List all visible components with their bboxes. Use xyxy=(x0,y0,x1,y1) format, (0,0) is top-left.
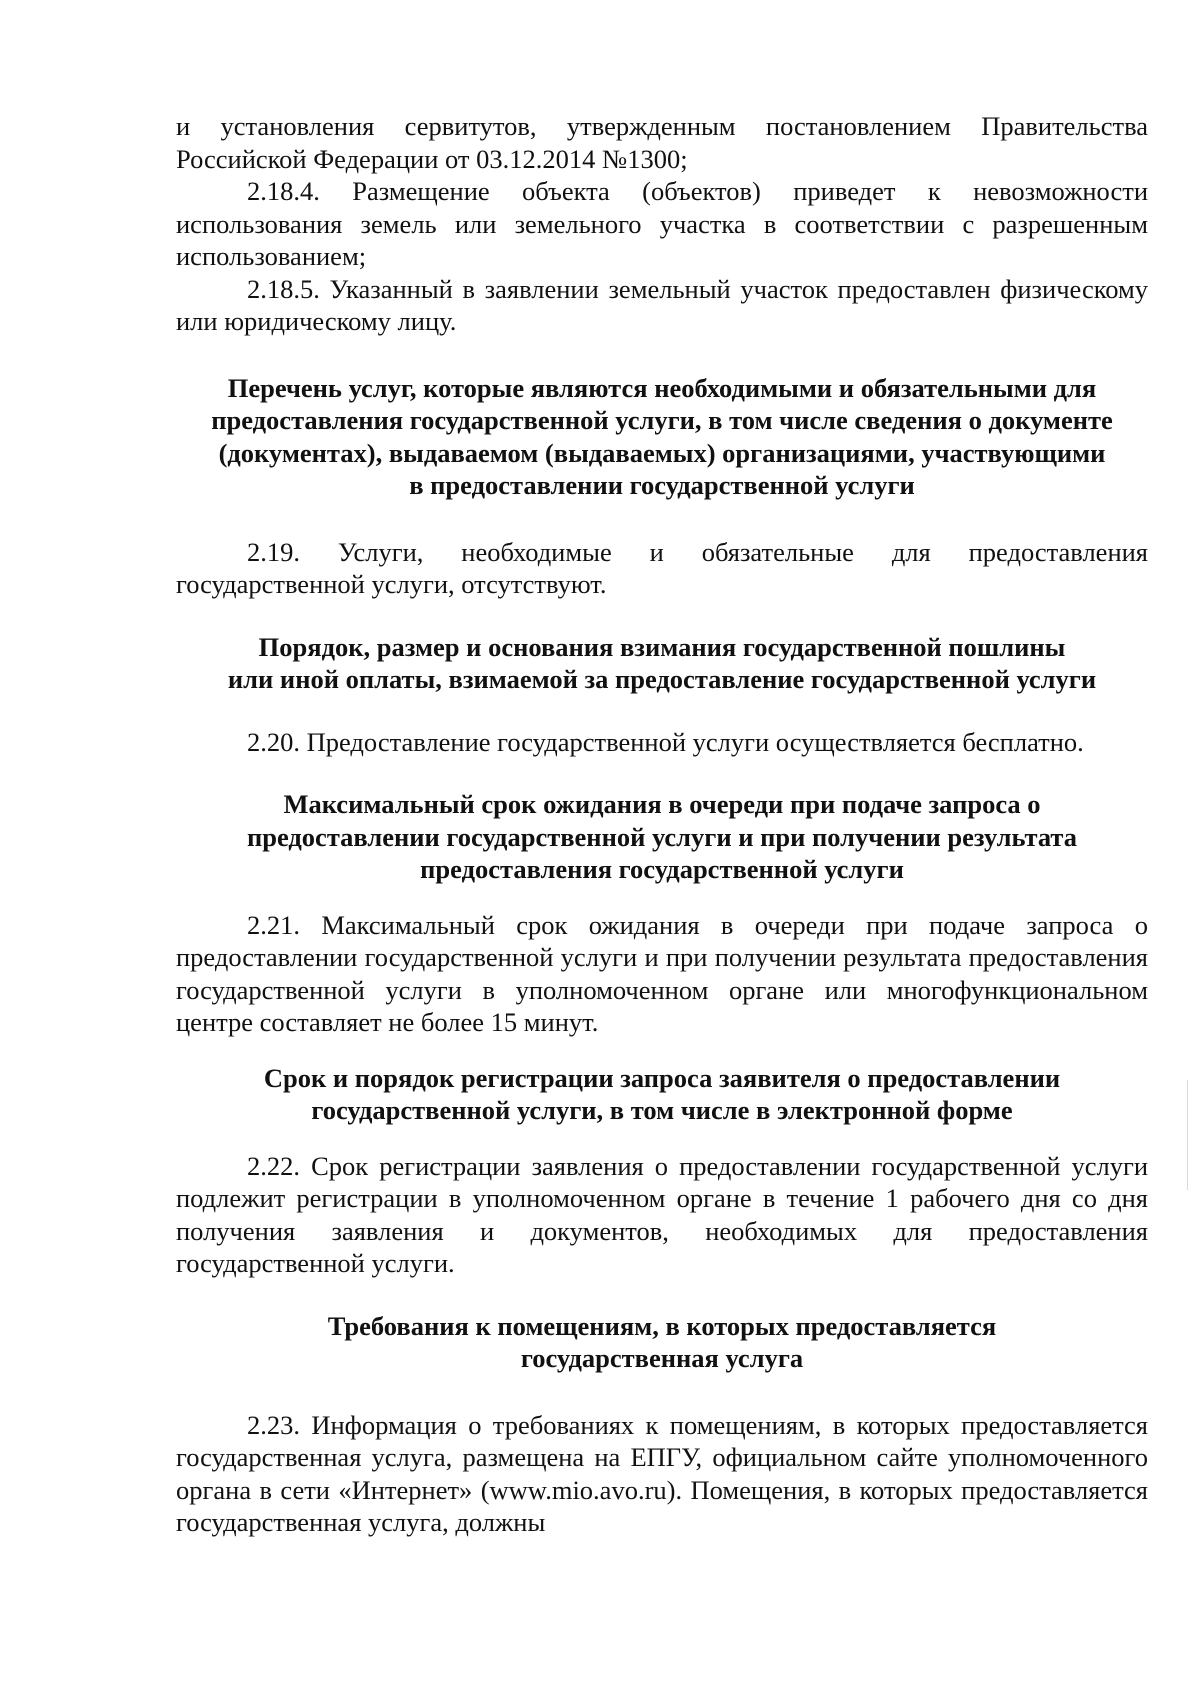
paragraph-2-23: 2.23. Информация о требованиях к помещениям, в которых предоставляется государственная услуга, размещена на ЕПГУ, официальном сайте уполномоченного органа в сети «Интернет» (www.mio.avo.ru). Помещения, в которых предоставляется государственная услуга, должны xyxy=(176,1409,1148,1537)
heading-line: Срок и порядок регистрации запроса заявителя о предоставлении xyxy=(263,1062,1061,1093)
heading-line: предоставлении государственной услуги и при получении результата xyxy=(246,821,1077,852)
heading-line: Порядок, размер и основания взимания государственной пошлины xyxy=(258,631,1066,662)
heading-line: предоставления государственной услуги, в том числе сведения о документе xyxy=(211,405,1113,435)
heading-state-fee xyxy=(176,631,1148,696)
heading-line: Максимальный срок ожидания в очереди при подаче запроса о xyxy=(283,789,1041,819)
heading-line: или иной оплаты, взимаемой за предоставление государственной услуги xyxy=(227,664,1097,694)
paragraph-2-22: 2.22. Срок регистрации заявления о предоставлении государственной услуги подлежит регистрации в уполномоченном органе в течение 1 рабочего дня со дня получения заявления и документов, необходимых для предоставления государственной услуги. xyxy=(176,1150,1148,1278)
paragraph-continuation: и установления сервитутов, утвержденным постановлением Правительства Российской Федерации от 03.12.2014 №1300; xyxy=(176,111,1148,174)
heading-premises xyxy=(176,1310,1148,1375)
heading-line: (документах), выдаваемом (выдаваемых) организациями, участвующими xyxy=(218,437,1106,468)
heading-registration xyxy=(176,1062,1148,1127)
heading-waiting-time xyxy=(176,788,1148,886)
paragraph-2-21: 2.21. Максимальный срок ожидания в очереди при подаче запроса о предоставлении государственной услуги и при получении результата предоставления государственной услуги в уполномоченном органе или многофункциональном центре составляет не более 15 минут. xyxy=(176,909,1148,1037)
heading-line: Требования к помещениям, в которых предоставляется xyxy=(327,1310,997,1341)
paragraph-2-19: 2.19. Услуги, необходимые и обязательные для предоставления государственной услуги, отсутствуют. xyxy=(176,536,1148,599)
heading-line: Перечень услуг, которые являются необходимыми и обязательными для xyxy=(227,372,1097,403)
paragraph-2-18-4: 2.18.4. Размещение объекта (объектов) приведет к невозможности использования земель или земельного участка в соответствии с разрешенным использованием; xyxy=(176,176,1148,271)
paragraph-2-18-5: 2.18.5. Указанный в заявлении земельный участок предоставлен физическому или юридическому лицу. xyxy=(176,273,1148,336)
heading-line: государственная услуга xyxy=(520,1343,804,1373)
heading-line: в предоставлении государственной услуги xyxy=(409,470,915,500)
paragraph-2-20: 2.20. Предоставление государственной услуги осуществляется бесплатно. xyxy=(247,726,1084,757)
heading-required-services xyxy=(176,372,1148,502)
heading-line: государственной услуги, в том числе в электронной форме xyxy=(311,1095,1013,1125)
scan-margin-mark xyxy=(1187,1080,1188,1190)
heading-line: предоставления государственной услуги xyxy=(420,854,904,884)
document-body xyxy=(176,110,1148,1539)
